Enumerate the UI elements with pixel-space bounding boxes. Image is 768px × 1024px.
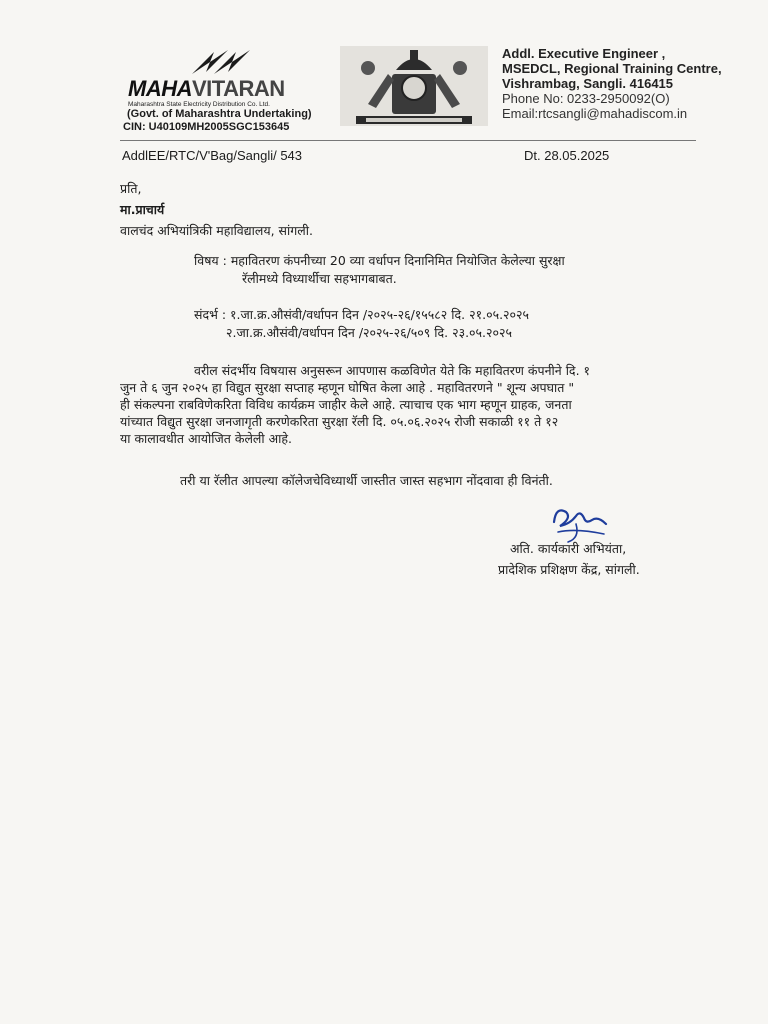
body-line: जुन ते ६ जुन २०२५ हा विद्युत सुरक्षा सप्ताह म्हणून घोषित केला आहे . महावितरणने " शून्य अपघात ": [120, 380, 575, 395]
body-line: या कालावधीत आयोजित केलेली आहे.: [120, 431, 293, 446]
emblem-image: [338, 44, 490, 128]
signatory-block: [498, 538, 640, 580]
brand-subtitle: Maharashtra State Electricity Distribution Co. Ltd.: [128, 101, 270, 108]
letter-date: Dt. 28.05.2025: [524, 148, 610, 163]
address-line-3: Vishrambag, Sangli. 416415: [502, 76, 674, 91]
brand-name: MAHAVITARAN: [128, 76, 285, 101]
body-line: ही संकल्पना राबविणेकरिता विविध कार्यक्रम जाहीर केले आहे. त्याचाच एक भाग म्हणून ग्राहक, जनता: [120, 397, 572, 412]
signatory-designation: अति. कार्यकारी अभियंता,: [510, 541, 627, 556]
lightning-bolt-icon: [184, 46, 252, 76]
phone-number: Phone No: 0233-2950092(O): [502, 91, 670, 106]
email-address: Email:rtcsangli@mahadiscom.in: [502, 106, 688, 121]
govt-undertaking: (Govt. of Maharashtra Undertaking): [127, 108, 312, 120]
address-line-2: MSEDCL, Regional Training Centre,: [502, 61, 722, 76]
recipient-institution: वालचंद अभियांत्रिकी महाविद्यालय, सांगली.: [120, 223, 313, 238]
subject-line-2: रॅलीमध्ये विध्यार्थीचा सहभागबाबत.: [242, 271, 397, 286]
body-line: यांच्यात विद्युत सुरक्षा जनजागृती करणेकरिता सुरक्षा रॅली दि. ०५.०६.२०२५ रोजी सकाळी ११ ते १२: [120, 414, 559, 429]
references-block: [194, 306, 529, 342]
header-divider: [120, 140, 696, 141]
request-line: तरी या रॅलीत आपल्या कॉलेजचेविध्यार्थी जास्तीत जास्त सहभाग नोंदवावा ही विनंती.: [180, 473, 553, 488]
reference-line-2: २.जा.क्र.औसंवी/वर्धापन दिन /२०२५-२६/५०९ दि. २३.०५.२०२५: [226, 325, 513, 340]
subject-line-1: विषय : महावितरण कंपनीच्या 20 व्या वर्धापन दिनानिमित नियोजित केलेल्या सुरक्षा: [194, 253, 565, 268]
office-address: [502, 46, 752, 121]
signatory-office: प्रादेशिक प्रशिक्षण केंद्र, सांगली.: [498, 562, 640, 577]
body-line: वरील संदर्भीय विषयास अनुसरून आपणास कळविणेत येते कि महावितरण कंपनीने दि. १: [194, 363, 591, 378]
address-line-1: Addl. Executive Engineer ,: [502, 46, 666, 61]
reference-number: AddlEE/RTC/V'Bag/Sangli/ 543: [122, 148, 303, 163]
subject-block: [194, 252, 565, 288]
cin-number: CIN: U40109MH2005SGC153645: [123, 121, 290, 133]
reference-line-1: संदर्भ : १.जा.क्र.औसंवी/वर्धापन दिन /२०२५-२६/१५५८२ दि. २१.०५.२०२५: [194, 307, 530, 322]
body-paragraph: [120, 362, 688, 447]
recipient-title: मा.प्राचार्य: [120, 202, 165, 217]
recipient-block: [120, 178, 313, 241]
recipient-salutation: प्रति,: [120, 181, 142, 196]
